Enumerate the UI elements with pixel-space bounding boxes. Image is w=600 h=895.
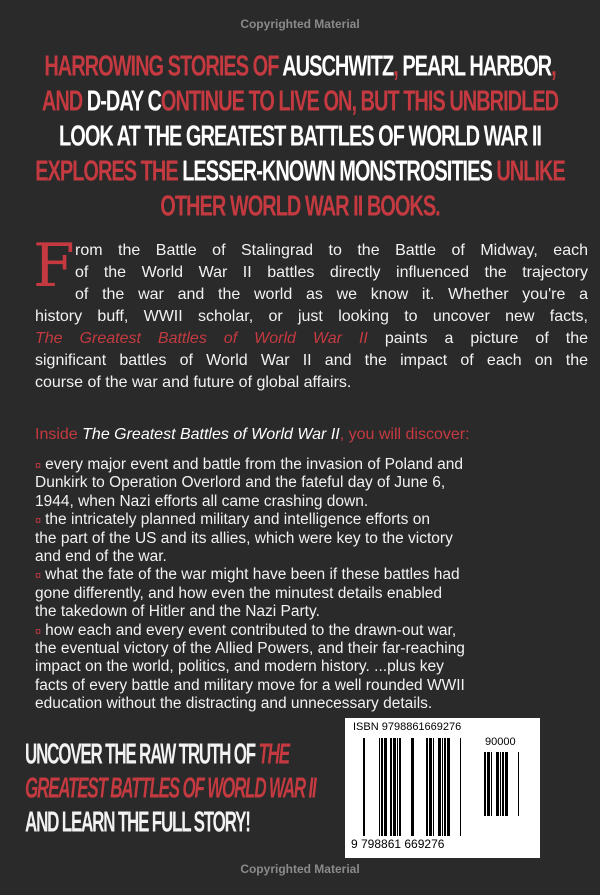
drop-cap: F <box>33 231 75 301</box>
bullet-line <box>35 456 588 474</box>
headline-segment: OTHER WORLD WAR II BOOKS. <box>160 190 440 223</box>
barcode-digits: 9 798861 669276 <box>351 837 445 851</box>
bullet-list <box>35 456 588 713</box>
barcode-bar <box>500 752 501 816</box>
barcode-bar <box>433 738 434 836</box>
headline-segment: EXPLORES THE <box>35 155 183 188</box>
headline-segment: AND <box>41 85 87 118</box>
barcode-bar <box>426 738 428 836</box>
bullet-text: Dunkirk to Operation Overlord and the fateful day of June 6, <box>35 474 446 492</box>
bullet-text: every major event and battle from the invasion of Poland and <box>45 456 464 473</box>
barcode-bar <box>484 752 486 816</box>
barcode-bar <box>460 738 461 836</box>
cta-text: UNCOVER THE RAW TRUTH OF <box>25 738 259 771</box>
headline-segment: , <box>393 50 403 83</box>
bullet-text: education without the distracting and unnecessary details. <box>35 695 433 713</box>
headline-segment: , <box>551 50 556 83</box>
copyright-notice-top: Copyrighted Material <box>240 17 360 31</box>
bullet-text: the intricately planned military and intelligence efforts on <box>45 511 430 529</box>
barcode-bar <box>444 738 446 836</box>
bullet-line <box>35 511 588 529</box>
barcode-bar <box>393 738 396 836</box>
bullet-line <box>35 493 588 511</box>
bullet-text: the part of the US and its allies, which were key to the victory <box>35 529 453 547</box>
bullet-text: 1944, when Nazi efforts all came crashing down. <box>35 492 369 510</box>
bullet-text: the takedown of Hitler and the Nazi Party. <box>35 603 320 621</box>
headline-segment: UNLIKE <box>496 155 565 188</box>
intro-line <box>35 328 588 350</box>
bullet-line <box>35 640 588 658</box>
inside-heading <box>35 426 470 444</box>
barcode-bar <box>518 752 519 816</box>
intro-line-rest: paints a picture of the <box>367 330 588 347</box>
bullet-line <box>35 695 588 713</box>
price-code: 90000 <box>485 736 516 748</box>
bullet-line <box>35 603 588 621</box>
bullet-text: and end of the war. <box>35 547 167 565</box>
bullet-line <box>35 658 588 676</box>
barcode-bar <box>363 738 365 836</box>
barcode-bar <box>384 738 387 836</box>
headline-segment: LOOK AT THE GREATEST BATTLES OF WORLD WAR II <box>59 120 541 153</box>
addon-barcode-bars <box>475 752 527 816</box>
bullet-icon: ¤ <box>35 460 42 472</box>
copyright-notice-bottom: Copyrighted Material <box>240 862 360 876</box>
headline-segment: ONTINUE TO LIVE ON, BUT THIS UNBRIDLED <box>160 85 559 118</box>
barcode-bar <box>379 738 380 836</box>
intro-line: course of the war and future of global affairs. <box>35 374 352 391</box>
bullet-text: the eventual victory of the Allied Powers, and their far-reaching <box>35 639 465 657</box>
barcode-bar <box>397 738 398 836</box>
intro-line: history buff, WWII scholar, or just looking to uncover new facts, <box>35 308 588 325</box>
call-to-action <box>25 738 316 840</box>
intro-line: of the World War II battles directly influenced the trajectory <box>75 264 588 281</box>
book-title-italic: The Greatest Battles of World War II <box>35 330 368 347</box>
headline-line <box>0 182 600 233</box>
bullet-icon: ¤ <box>35 570 42 583</box>
barcode-bar <box>429 738 432 836</box>
bullet-line <box>35 622 588 640</box>
bullet-text: facts of every battle and military move for a well rounded WWII <box>35 676 465 694</box>
barcode-bars <box>357 738 469 836</box>
cta-line: AND LEARN THE FULL STORY! <box>25 806 250 839</box>
intro-line: rom the Battle of Stalingrad to the Battle of Midway, each <box>75 242 588 259</box>
barcode-bar <box>502 752 504 816</box>
barcode-bar <box>411 738 414 836</box>
barcode-bar <box>505 752 508 816</box>
bullet-line <box>35 474 588 492</box>
bullet-icon: ¤ <box>35 625 42 638</box>
bullet-line <box>35 530 588 548</box>
barcode-bar <box>447 738 450 836</box>
bullet-line <box>35 566 588 584</box>
isbn-label: ISBN 9798861669276 <box>353 721 462 733</box>
headline-segment: HARROWING STORIES OF <box>44 50 283 83</box>
bullet-text: what the fate of the war might have been if these battles had <box>45 566 460 584</box>
headline <box>0 50 600 225</box>
cta-title: GREATEST BATTLES OF WORLD WAR II <box>25 772 316 805</box>
bullet-text: how each and every event contributed to the drawn-out war, <box>45 621 457 639</box>
bullet-item <box>35 566 588 621</box>
headline-segment: LESSER-KNOWN MONSTROSITIES <box>182 155 497 188</box>
bullet-item <box>35 511 588 566</box>
bullet-text: impact on the world, politics, and modern history. ...plus key <box>35 658 444 676</box>
intro-line: of the war and the world as we know it. Whether you're a <box>75 286 588 303</box>
cta-title: THE <box>258 738 289 771</box>
bullet-icon: ¤ <box>35 515 42 528</box>
inside-book-title: The Greatest Battles of World War II <box>82 426 340 443</box>
barcode-bar <box>438 738 441 836</box>
bullet-item <box>35 456 588 511</box>
bullet-text: gone differently, and how even the minutest details enabled <box>35 584 443 602</box>
inside-prefix: Inside <box>35 426 83 443</box>
headline-segment: AUSCHWITZ <box>282 50 394 83</box>
barcode-bar <box>442 738 443 836</box>
intro-paragraph <box>35 240 588 394</box>
barcode-bar <box>399 738 401 836</box>
bullet-item <box>35 622 588 714</box>
barcode-bar <box>496 752 499 816</box>
headline-segment: D-DAY C <box>86 85 161 118</box>
headline-segment: PEARL HARBOR <box>402 50 552 83</box>
intro-line: significant battles of World War II and the impact of each on the <box>35 352 588 369</box>
bullet-line <box>35 585 588 603</box>
barcode-bar <box>390 738 392 836</box>
bullet-line <box>35 548 588 566</box>
inside-suffix: , you will discover: <box>339 426 470 443</box>
isbn-barcode <box>345 718 540 858</box>
barcode-bar <box>491 752 492 816</box>
bullet-line <box>35 677 588 695</box>
barcode-bar <box>487 752 490 816</box>
barcode-bar <box>381 738 383 836</box>
